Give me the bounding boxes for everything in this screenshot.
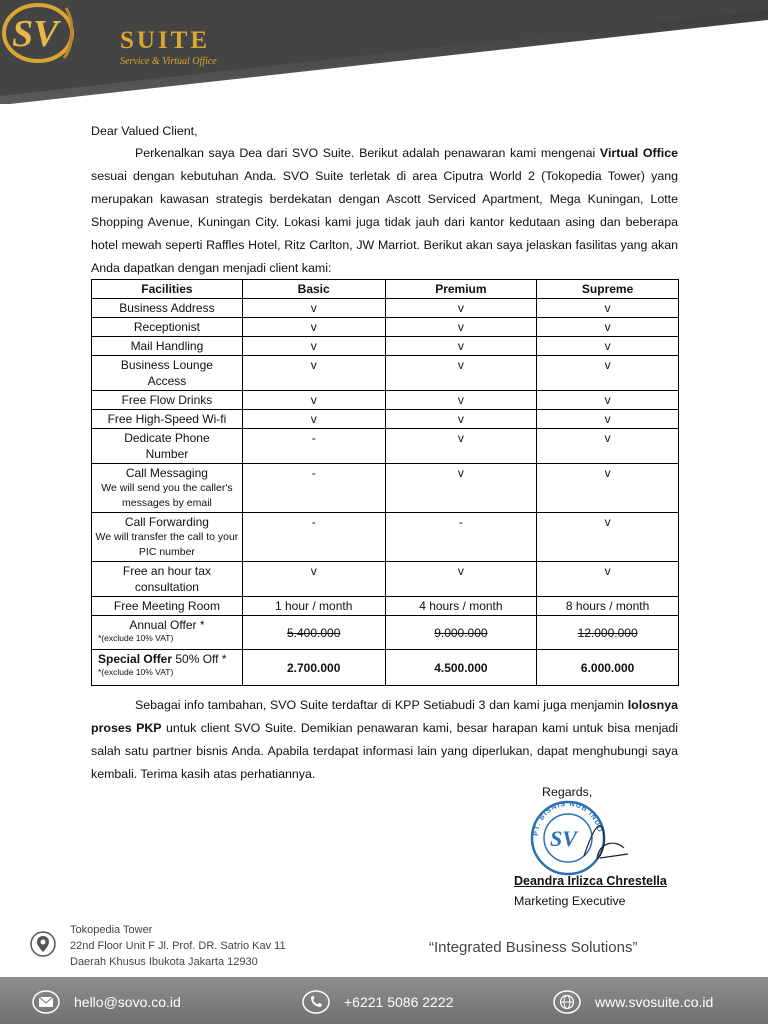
website-text: www.svosuite.co.id xyxy=(595,994,714,1010)
company-stamp-icon xyxy=(524,796,636,878)
basic-cell: v xyxy=(242,356,385,391)
office-address xyxy=(70,922,286,970)
email-text: hello@sovo.co.id xyxy=(74,994,181,1010)
table-row xyxy=(92,391,679,410)
phone-icon xyxy=(302,990,330,1014)
salutation: Dear Valued Client, xyxy=(91,124,198,138)
premium-cell: - xyxy=(385,513,537,562)
location-pin-icon xyxy=(30,931,56,957)
globe-icon xyxy=(553,990,581,1014)
letterhead xyxy=(0,0,768,104)
supreme-cell: v xyxy=(537,318,679,337)
header-facilities: Facilities xyxy=(92,280,243,299)
facility-name: Business Lounge Access xyxy=(92,356,243,391)
basic-cell: 1 hour / month xyxy=(242,597,385,616)
closing-bold: lolosnya proses PKP xyxy=(91,698,678,735)
regards-text: Regards, xyxy=(542,785,593,799)
facility-name: Mail Handling xyxy=(92,337,243,356)
svg-text:SV: SV xyxy=(550,826,577,851)
table-row xyxy=(92,356,679,391)
phone-text: +6221 5086 2222 xyxy=(344,994,454,1010)
supreme-cell: v xyxy=(537,337,679,356)
intro-bold: Virtual Office xyxy=(599,146,678,160)
basic-cell: v xyxy=(242,410,385,429)
website-contact[interactable] xyxy=(553,990,713,1014)
annual-vat-note: *(exclude 10% VAT) xyxy=(98,633,174,643)
annual-supreme-price: 12.000.000 xyxy=(537,616,679,650)
table-row xyxy=(92,464,679,513)
brand-tagline: Service & Virtual Office xyxy=(120,56,217,67)
facility-note: We will send you the caller's messages by email xyxy=(101,482,233,509)
supreme-cell: v xyxy=(537,562,679,597)
basic-cell: v xyxy=(242,318,385,337)
annual-offer-cell xyxy=(92,616,243,650)
table-row xyxy=(92,410,679,429)
facility-name: Call Forwarding xyxy=(124,515,209,529)
closing-paragraph xyxy=(91,694,678,786)
special-premium-price: 4.500.000 xyxy=(385,650,537,686)
special-basic-price: 2.700.000 xyxy=(242,650,385,686)
special-offer-label: Special Offer xyxy=(98,652,173,666)
facility-name: Free High-Speed Wi-fi xyxy=(92,410,243,429)
stamp-text: PT. BISNIS NUB INDO xyxy=(532,800,603,837)
premium-cell: 4 hours / month xyxy=(385,597,537,616)
supreme-cell: v xyxy=(537,513,679,562)
closing-text-2: untuk client SVO Suite. Demikian penawaran kami, besar harapan kami untuk bisa menjadi salah satu partner bisnis Anda. Apabila terdapat informasi lain yang diperlukan, dapat menghubungi saya kembali. Terima kasih atas perhatiannya. xyxy=(91,721,678,781)
supreme-cell: v xyxy=(537,464,679,513)
annual-offer-row xyxy=(92,616,679,650)
basic-cell: v xyxy=(242,391,385,410)
facility-cell xyxy=(92,513,243,562)
svo-logo-icon xyxy=(0,0,80,66)
email-icon xyxy=(32,990,60,1014)
basic-cell: v xyxy=(242,337,385,356)
premium-cell: v xyxy=(385,356,537,391)
facility-name: Receptionist xyxy=(92,318,243,337)
company-motto: “Integrated Business Solutions” xyxy=(429,939,638,956)
supreme-cell: v xyxy=(537,356,679,391)
address-line: Daerah Khusus Ibukota Jakarta 12930 xyxy=(70,956,258,968)
facility-name: Dedicate Phone Number xyxy=(92,429,243,464)
facility-name: Free Flow Drinks xyxy=(92,391,243,410)
facility-note: We will transfer the call to your PIC number xyxy=(95,531,239,558)
header-band xyxy=(0,0,768,104)
annual-premium-price: 9.000.000 xyxy=(385,616,537,650)
basic-cell: - xyxy=(242,429,385,464)
basic-cell: - xyxy=(242,513,385,562)
special-offer-cell xyxy=(92,650,243,686)
special-offer-row xyxy=(92,650,679,686)
supreme-cell: v xyxy=(537,429,679,464)
premium-cell: v xyxy=(385,337,537,356)
intro-text-2: sesuai dengan kebutuhan Anda. SVO Suite terletak di area Ciputra World 2 (Tokopedia Tower) yang merupakan kawasan strategis berdekatan dengan Ascott Serviced Apartment, Mega Kuningan, Lotte Shopping Avenue, Kuningan City. Lokasi kami juga tidak jauh dari kantor kedutaan asing dan beberapa hotel mewah seperti Raffles Hotel, Ritz Carlton, JW Marriot. Berikut akan saya jelaskan fasilitas yang akan Anda dapatkan dengan menjadi client kami: xyxy=(91,169,678,275)
special-vat-note: *(exclude 10% VAT) xyxy=(98,667,174,677)
svg-text:SV: SV xyxy=(12,13,59,55)
address-line: Tokopedia Tower xyxy=(70,924,153,936)
intro-paragraph xyxy=(91,142,678,280)
email-contact[interactable] xyxy=(32,990,181,1014)
supreme-cell: v xyxy=(537,299,679,318)
supreme-cell: v xyxy=(537,410,679,429)
basic-cell: - xyxy=(242,464,385,513)
phone-contact[interactable] xyxy=(302,990,453,1014)
intro-text-1: Perkenalkan saya Dea dari SVO Suite. Berikut adalah penawaran kami mengenai xyxy=(135,146,600,160)
table-row xyxy=(92,597,679,616)
basic-cell: v xyxy=(242,299,385,318)
table-row xyxy=(92,299,679,318)
facility-name: Call Messaging xyxy=(125,466,208,480)
special-offer-discount: 50% Off * xyxy=(172,652,227,666)
table-row xyxy=(92,513,679,562)
signer-role: Marketing Executive xyxy=(514,894,626,908)
premium-cell: v xyxy=(385,562,537,597)
annual-basic-price: 5.400.000 xyxy=(242,616,385,650)
header-basic: Basic xyxy=(242,280,385,299)
address-line: 22nd Floor Unit F Jl. Prof. DR. Satrio Kav 11 xyxy=(70,940,286,952)
table-row xyxy=(92,429,679,464)
supreme-cell: 8 hours / month xyxy=(537,597,679,616)
brand-name: SUITE xyxy=(120,27,211,54)
premium-cell: v xyxy=(385,410,537,429)
facility-name: Free an hour tax consultation xyxy=(92,562,243,597)
premium-cell: v xyxy=(385,299,537,318)
table-row xyxy=(92,318,679,337)
facility-name: Business Address xyxy=(92,299,243,318)
header-premium: Premium xyxy=(385,280,537,299)
header-supreme: Supreme xyxy=(537,280,679,299)
table-row xyxy=(92,337,679,356)
table-header-row xyxy=(92,280,679,299)
table-row xyxy=(92,562,679,597)
annual-offer-label: Annual Offer * xyxy=(129,618,205,632)
special-supreme-price: 6.000.000 xyxy=(537,650,679,686)
premium-cell: v xyxy=(385,429,537,464)
basic-cell: v xyxy=(242,562,385,597)
facility-cell xyxy=(92,464,243,513)
premium-cell: v xyxy=(385,464,537,513)
signer-name: Deandra Irlizca Chrestella xyxy=(514,874,667,888)
premium-cell: v xyxy=(385,391,537,410)
facility-name: Free Meeting Room xyxy=(92,597,243,616)
supreme-cell: v xyxy=(537,391,679,410)
closing-text-1: Sebagai info tambahan, SVO Suite terdaftar di KPP Setiabudi 3 dan kami juga menjamin xyxy=(135,698,628,712)
pricing-table xyxy=(91,279,679,686)
premium-cell: v xyxy=(385,318,537,337)
